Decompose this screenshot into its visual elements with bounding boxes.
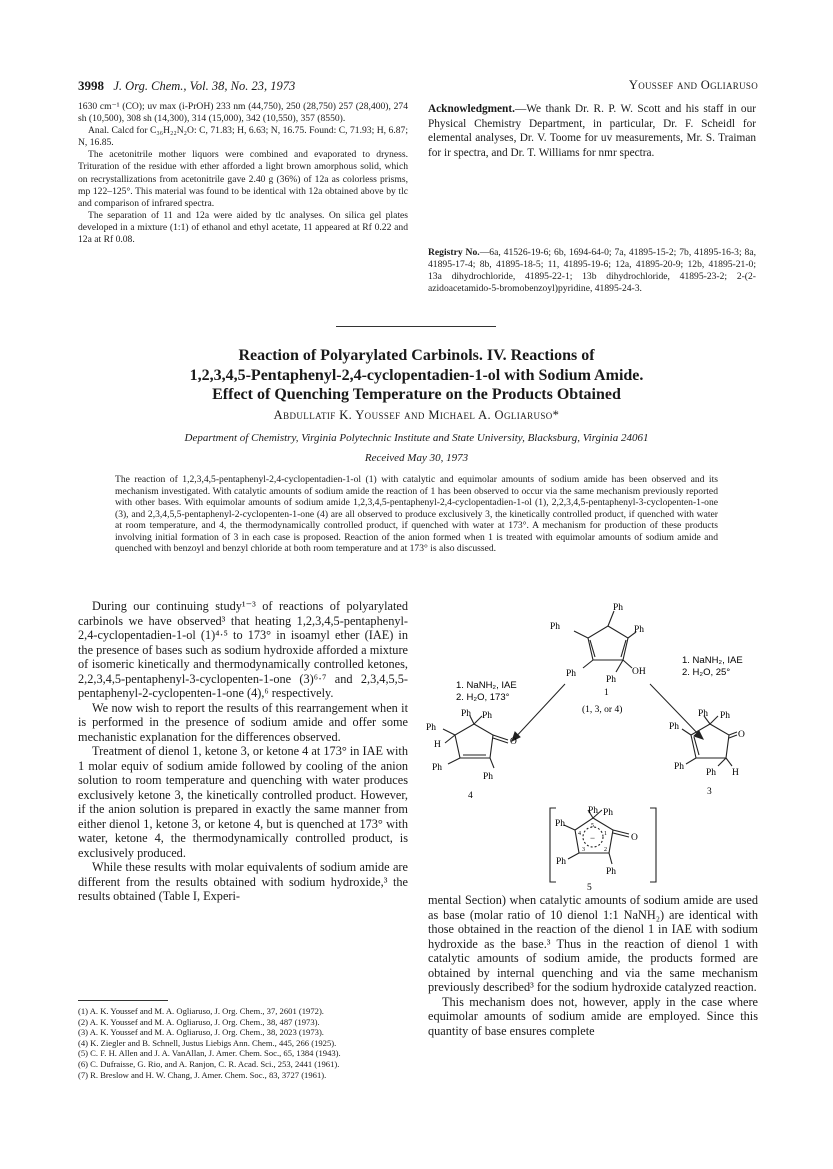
compound-3 bbox=[682, 716, 737, 766]
ph-label: Ph bbox=[432, 763, 443, 773]
anion-charge: − bbox=[590, 833, 596, 843]
footnote: (3) A. K. Youssef and M. A. Ogliaruso, J. Org. Chem., 38, 2023 (1973). bbox=[78, 1027, 324, 1038]
ph-label: Ph bbox=[720, 711, 731, 721]
condition-label: 2. H₂O, 173° bbox=[456, 692, 510, 703]
ph-label: Ph bbox=[555, 819, 566, 829]
compound-number: 1 bbox=[604, 688, 609, 698]
ph-label: Ph bbox=[566, 669, 577, 679]
ph-label: Ph bbox=[482, 711, 493, 721]
compound-number: 5 bbox=[587, 883, 592, 890]
acknowledgment bbox=[428, 102, 756, 160]
uv-data: 1630 cm⁻¹ (CO); uv max (i-PrOH) 233 nm (44,750), 250 (28,750) 257 (28,400), 274 sh (10,500), 308 sh (14,300), 314 (15,000), 342 (10,550), 357 (8550). bbox=[78, 101, 408, 125]
ring-number: 5 bbox=[591, 823, 594, 829]
running-authors: Youssef and Ogliaruso bbox=[628, 78, 758, 92]
compound-4 bbox=[443, 716, 508, 768]
article-divider bbox=[336, 326, 496, 327]
body-paragraph: We now wish to report the results of this rearrangement when it is performed in the presence of sodium amide and offer some mechanistic explanation for the differences observed. bbox=[78, 700, 408, 744]
page-number: 3998 bbox=[78, 78, 104, 93]
prev-article-experimental bbox=[78, 101, 408, 246]
o-label: O bbox=[631, 833, 638, 843]
ph-label: Ph bbox=[461, 709, 472, 719]
title-line-3: Effect of Quenching Temperature on the Products Obtained bbox=[212, 386, 621, 403]
analysis-data: Anal. Calcd for C₃₆H₂₂N₂O: C, 71.83; H, 6.63; N, 16.75. Found: C, 71.93; H, 6.87; N, 16.85. bbox=[78, 125, 408, 149]
ph-label: Ph bbox=[483, 772, 494, 782]
ph-label: Ph bbox=[603, 808, 614, 818]
body-right-column bbox=[428, 893, 758, 1038]
footnote: (1) A. K. Youssef and M. A. Ogliaruso, J. Org. Chem., 37, 2601 (1972). bbox=[78, 1006, 324, 1016]
condition-label: 1. NaNH₂, IAE bbox=[682, 655, 743, 666]
acknowledgment-heading: Acknowledgment. bbox=[428, 103, 515, 115]
ph-label: Ph bbox=[674, 762, 685, 772]
article-title bbox=[60, 346, 773, 405]
mother-liquor-text: The acetonitrile mother liquors were combined and evaporated to dryness. Trituration of the residue with ether afforded a light brown amorphous solid, which on recrystallizations from acetonitrile gave 2.40 g (36%) of 12a as colorless prisms, mp 122–125°. This material was found to be identical with 12a obtained above by tlc and comparison of infrared spectra. bbox=[78, 149, 408, 209]
ph-label: Ph bbox=[669, 722, 680, 732]
ph-label: Ph bbox=[426, 723, 437, 733]
compound-1 bbox=[574, 611, 636, 672]
running-header bbox=[78, 78, 758, 94]
ring-number: 2 bbox=[604, 847, 607, 853]
reaction-arrow-left bbox=[512, 684, 565, 741]
footnotes bbox=[78, 1006, 408, 1080]
reactant-set-label: (1, 3, or 4) bbox=[582, 705, 623, 715]
ph-label: Ph bbox=[613, 603, 624, 613]
ph-label: Ph bbox=[634, 625, 645, 635]
registry-text: —6a, 41526-19-6; 6b, 1694-64-0; 7a, 41895-15-2; 7b, 41895-16-3; 8a, 41895-17-4; 8b, 41895-18-5; 11, 41895-19-6; 12a, 41895-20-9; 12b, 41895-21-0; 13a dihydrochloride, 41895-22-1; 13b dihydrochloride, 41895-23-2; 2-(2-azidoacetamido-5-bromobenzoyl)pyridine, 41895-24-3. bbox=[428, 247, 756, 295]
article-authors: Abdullatif K. Youssef and Michael A. Ogliaruso* bbox=[273, 408, 560, 422]
condition-label: 1. NaNH₂, IAE bbox=[456, 680, 517, 691]
footnote: (4) K. Ziegler and B. Schnell, Justus Liebigs Ann. Chem., 445, 266 (1925). bbox=[78, 1037, 337, 1048]
compound-number: 3 bbox=[707, 787, 712, 797]
abstract: The reaction of 1,2,3,4,5-pentaphenyl-2,4-cyclopentadien-1-ol (1) with catalytic and equimolar amounts of sodium amide has been observed and its mechanism investigated. With catalytic amounts of sodium amide the reaction of 1 has been observed to occur via the same mechanism previously reported with other bases. With equimolar amounts of sodium amide 1,2,3,4,5-pentaphenyl-2,4-cyclopentadien-1-ol (1), 2,2,3,4,5-pentaphenyl-3-cyclopenten-1-one (3), and 2,3,4,5,5-pentaphenyl-2-cyclopenten-1-one (4) are all observed to produce exclusively 3, the kinetically controlled product, if quenched with water at room temperature, and 4, the thermodynamically controlled product, if quenched with water at 173°. A mechanism for production of these products involving initial formation of 3 in each case is proposed. Reaction of the anion formed when 1 is treated with equimolar amounts of sodium amide and quenched with benzoyl and benzyl chloride at both room temperature and at 173° is also discussed. bbox=[115, 474, 718, 554]
registry-numbers bbox=[428, 247, 756, 295]
body-left-column bbox=[78, 599, 408, 904]
h-label: H bbox=[732, 768, 739, 778]
ring-number: 1 bbox=[604, 831, 607, 837]
compound-number: 4 bbox=[468, 791, 473, 801]
oh-label: OH bbox=[632, 667, 646, 677]
footnote-rule bbox=[78, 1000, 168, 1001]
ph-label: Ph bbox=[588, 806, 599, 816]
ph-label: Ph bbox=[556, 857, 567, 867]
received-date: Received May 30, 1973 bbox=[364, 452, 469, 464]
ph-label: Ph bbox=[550, 622, 561, 632]
ph-label: Ph bbox=[706, 768, 717, 778]
body-paragraph: While these results with molar equivalents of sodium amide are different from the results obtained with sodium hydroxide,³ the results obtained (Table I, Experi- bbox=[78, 860, 408, 903]
affiliation: Department of Chemistry, Virginia Polytechnic Institute and State University, Blacksburg, Virginia 24061 bbox=[184, 432, 649, 444]
ph-label: Ph bbox=[698, 709, 709, 719]
journal-citation: J. Org. Chem., Vol. 38, No. 23, 1973 bbox=[113, 79, 296, 93]
ph-label: Ph bbox=[606, 867, 617, 877]
o-label: O bbox=[510, 737, 517, 747]
body-paragraph: This mechanism does not, however, apply in the case where equimolar amounts of sodium amide are employed. Since this quantity of base ensures complete bbox=[428, 994, 758, 1038]
condition-label: 2. H₂O, 25° bbox=[682, 667, 731, 678]
h-label: H bbox=[434, 740, 441, 750]
ring-number: 3 bbox=[582, 847, 585, 853]
footnote: (2) A. K. Youssef and M. A. Ogliaruso, J. Org. Chem., 38, 487 (1973). bbox=[78, 1016, 320, 1027]
body-paragraph: During our continuing study¹⁻³ of reactions of polyarylated carbinols we have observed³ that heating 1,2,3,4,5-pentaphenyl-2,4-cyclopentadien-1-ol (1)⁴·⁵ to 173° in isoamyl ether (IAE) in the presence of bases such as sodium hydroxide afforded a mixture of isomeric kinetically and thermodynamically controlled ketones, 2,2,3,4,5-pentaphenyl-3-cyclopenten-1-one (3)⁶·⁷ and 2,3,4,5,5-pentaphenyl-2-cyclopenten-1-one (4),⁶ respectively. bbox=[78, 599, 408, 700]
title-line-1: Reaction of Polyarylated Carbinols. IV. Reactions of bbox=[238, 347, 595, 364]
body-paragraph: mental Section) when catalytic amounts of sodium amide are used as base (molar ratio of 10 dienol 1:1 NaNH₂) are identical with those obtained in the reaction of the dienol 1 in IAE with sodium hydroxide as the base.³ Thus in the reaction of dienol 1 with catalytic amounts of sodium amide, the products formed are obtained by internal quenching and via the same mechanism previously described³ for the sodium hydroxide catalyzed reaction. bbox=[428, 893, 758, 994]
footnote: (7) R. Breslow and H. W. Chang, J. Amer. Chem. Soc., 83, 3727 (1961). bbox=[78, 1069, 327, 1080]
body-paragraph: Treatment of dienol 1, ketone 3, or ketone 4 at 173° in IAE with 1 molar equiv of sodium amide followed by cooling of the anion solution to room temperature and quenching with water produces exclusively ketone 3, the kinetically controlled product. However, if the anion solution is prepared in exactly the same manner from either dienol 1, ketone 3, or ketone 4, but is quenched at 173° with water, ketone 4, the thermodynamically controlled product, is exclusively produced. bbox=[78, 744, 408, 860]
title-line-2: 1,2,3,4,5-Pentaphenyl-2,4-cyclopentadien-1-ol with Sodium Amide. bbox=[189, 366, 644, 384]
ph-label: Ph bbox=[606, 675, 617, 685]
acknowledgment-text: —We thank Dr. R. P. W. Scott and his staff in our Physical Chemistry Department, in particular, Dr. F. Scheidl for elemental analyses, Dr. V. Toome for uv measurements, Mr. S. Traiman for ir spectra, and Dr. T. Williams for nmr spectra. bbox=[428, 103, 756, 159]
reaction-scheme bbox=[420, 598, 765, 890]
o-label: O bbox=[738, 730, 745, 740]
anion-intermediate-5 bbox=[550, 808, 656, 882]
registry-heading: Registry No. bbox=[428, 247, 480, 258]
separation-text: The separation of 11 and 12a were aided by tlc analyses. On silica gel plates developed in a mixture (1:1) of ethanol and ethyl acetate, 11 appeared at Rf 0.22 and 12a at Rf 0.08. bbox=[78, 209, 408, 246]
footnote: (6) C. Dufraisse, G. Rio, and A. Ranjon, C. R. Acad. Sci., 253, 2441 (1961). bbox=[78, 1058, 340, 1069]
ring-number: 4 bbox=[578, 831, 581, 837]
footnote: (5) C. F. H. Allen and J. A. VanAllan, J. Amer. Chem. Soc., 65, 1384 (1943). bbox=[78, 1048, 341, 1059]
